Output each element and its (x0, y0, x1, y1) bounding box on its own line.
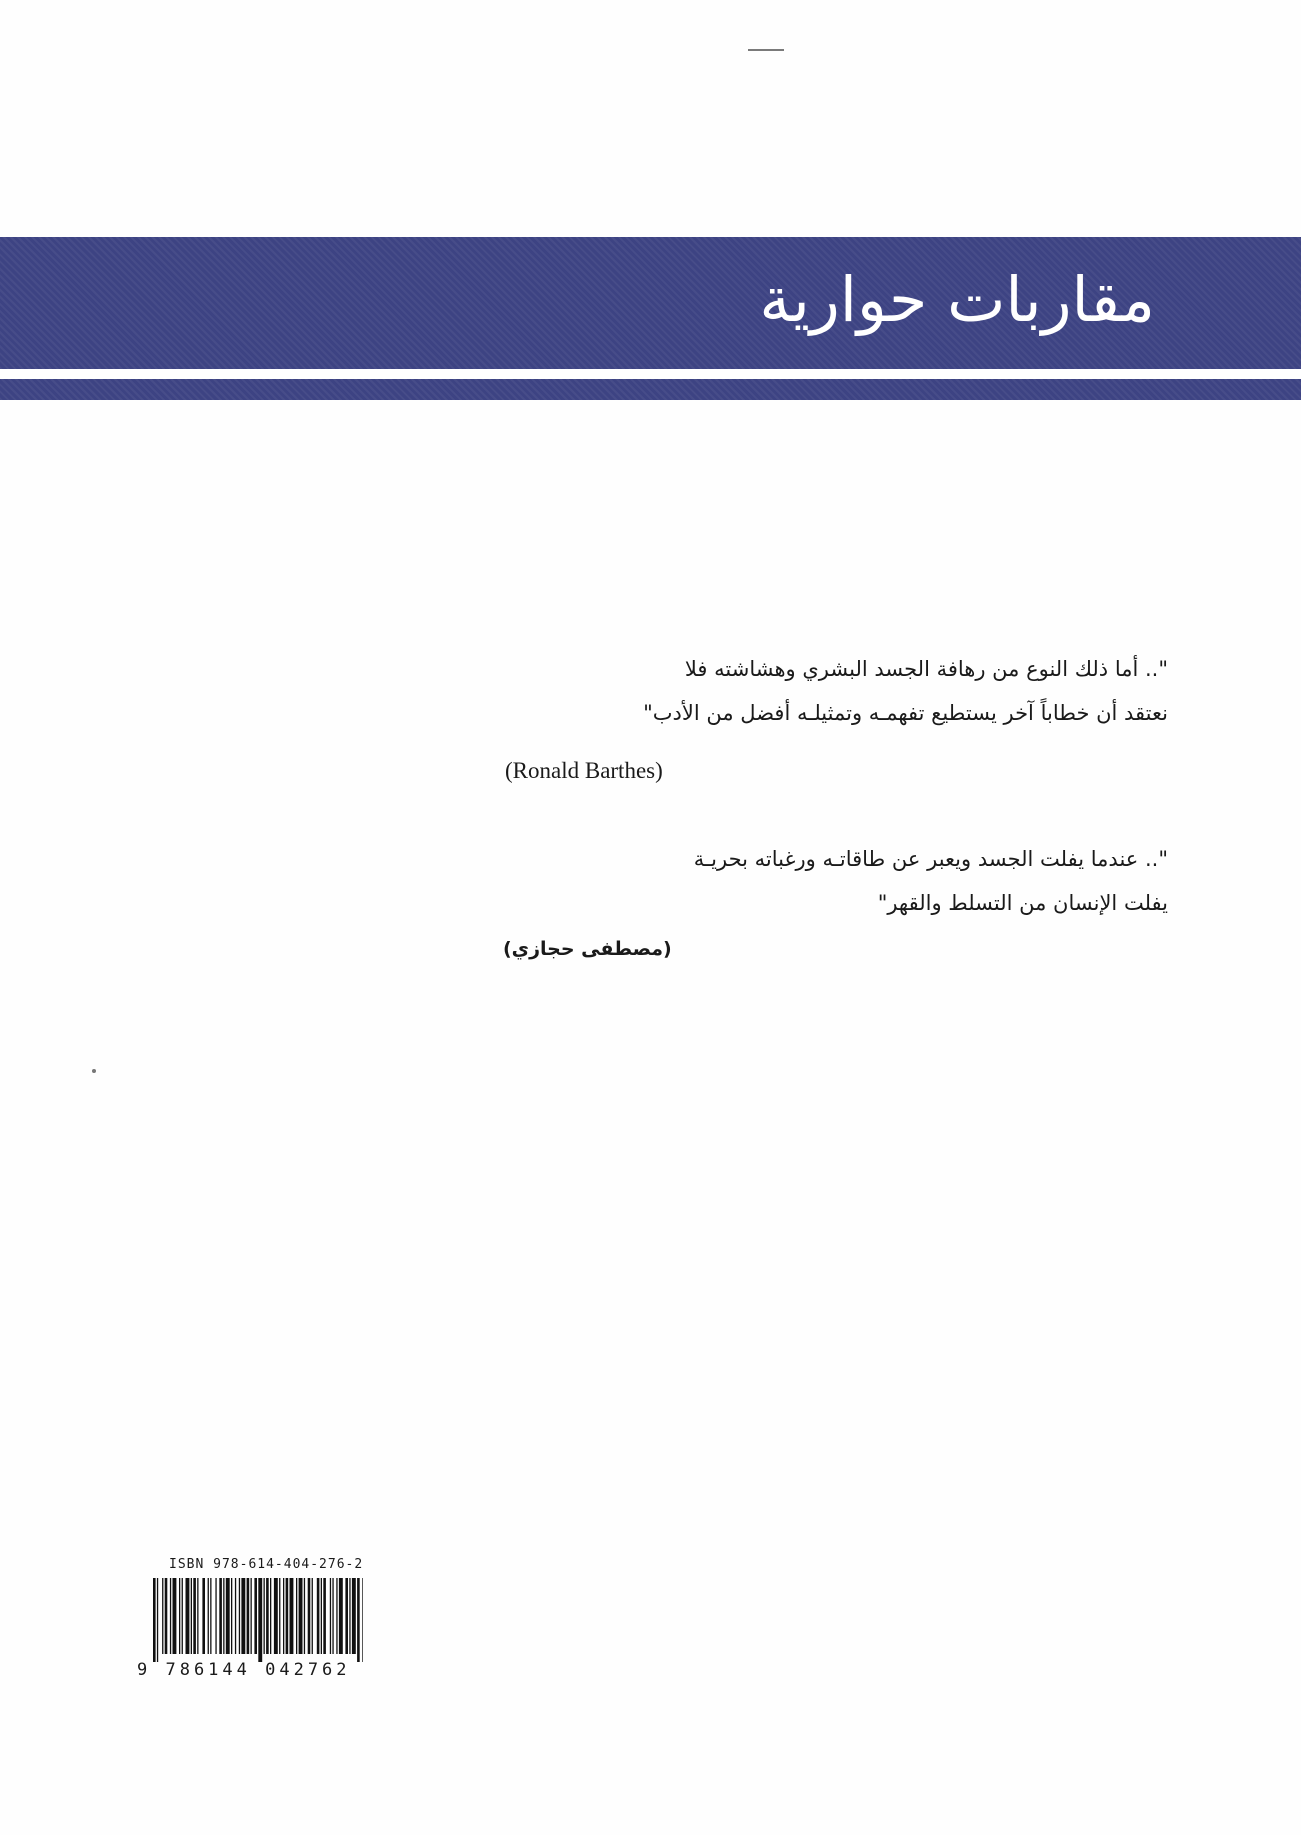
barcode-bar (247, 1578, 250, 1654)
barcode-bar (170, 1578, 171, 1654)
barcode-bar (352, 1578, 356, 1654)
barcode-bar (251, 1578, 252, 1654)
barcode-bar (241, 1578, 245, 1654)
isbn-barcode (137, 1557, 365, 1685)
book-title: مقاربات حوارية (759, 263, 1155, 336)
barcode-bar (312, 1578, 313, 1654)
barcode-bar (345, 1578, 348, 1654)
banner-stripe (0, 379, 1301, 400)
barcode-bar (165, 1578, 168, 1654)
barcode-bar (226, 1578, 230, 1654)
barcode-bars-graphic (153, 1578, 363, 1662)
barcode-bar (231, 1578, 232, 1654)
barcode-bar (153, 1578, 156, 1662)
barcode-bar (186, 1578, 190, 1654)
quote-line: نعتقد أن خطاباً آخر يستطيع تفهمـه وتمثيلـه أفضل من الأدب" (643, 701, 1168, 725)
quote-barthes (500, 647, 1168, 735)
barcode-bar (349, 1578, 350, 1654)
barcode-bar (283, 1578, 284, 1654)
barcode-bar (357, 1578, 360, 1662)
isbn-label: ISBN 978-614-404-276-2 (169, 1557, 364, 1572)
banner-separator-line (0, 369, 1301, 379)
barcode-bar (179, 1578, 180, 1654)
barcode-bar (330, 1578, 331, 1654)
barcode-bar (210, 1578, 211, 1654)
quote-line: ".. عندما يفلت الجسد ويعبر عن طاقاتـه ورغباته بحريـة (693, 847, 1168, 871)
barcode-bar (279, 1578, 280, 1654)
barcode-bar (191, 1578, 192, 1654)
barcode-bar (362, 1578, 363, 1662)
barcode-bar (223, 1578, 224, 1654)
barcode-bar (332, 1578, 333, 1654)
barcode-bar (219, 1578, 222, 1654)
barcode-bar (173, 1578, 177, 1654)
quote-attribution-barthes: (Ronald Barthes) (505, 758, 663, 783)
barcode-bar (266, 1578, 269, 1654)
barcode-bar (157, 1578, 158, 1662)
barcode-bar (321, 1578, 322, 1654)
quote-attribution-hijazi: (مصطفى حجازي) (503, 938, 672, 960)
barcode-bar (202, 1578, 205, 1654)
barcode-bar (182, 1578, 183, 1654)
barcode-bar (290, 1578, 294, 1654)
barcode-digits: 9 786144 042762 (137, 1660, 351, 1680)
quote-hijazi (500, 837, 1168, 925)
barcode-bar (264, 1578, 265, 1654)
barcode-bar (197, 1578, 198, 1654)
barcode-bar (296, 1578, 297, 1654)
quote-line: ".. أما ذلك النوع من رهافة الجسد البشري وهشاشته فلا (684, 657, 1168, 681)
barcode-bar (336, 1578, 337, 1654)
barcode-bar (193, 1578, 196, 1654)
barcode-bar (254, 1578, 257, 1654)
barcode-bar (235, 1578, 236, 1654)
barcode-bar (308, 1578, 311, 1654)
barcode-bar (299, 1578, 303, 1654)
barcode-bar (274, 1578, 278, 1654)
barcode-bar (208, 1578, 209, 1654)
title-banner (0, 237, 1301, 369)
quote-line: يفلت الإنسان من التسلط والقهر" (877, 891, 1168, 915)
barcode-bar (215, 1578, 216, 1654)
top-dash-mark (748, 49, 784, 51)
barcode-bar (286, 1578, 289, 1654)
barcode-bar (304, 1578, 305, 1654)
barcode-bar (258, 1578, 262, 1662)
barcode-bar (162, 1578, 163, 1654)
barcode-bar (270, 1578, 271, 1654)
barcode-bar (339, 1578, 343, 1654)
print-speck (92, 1069, 96, 1073)
barcode-bar (239, 1578, 240, 1654)
barcode-bar (323, 1578, 326, 1654)
barcode-bar (317, 1578, 320, 1654)
